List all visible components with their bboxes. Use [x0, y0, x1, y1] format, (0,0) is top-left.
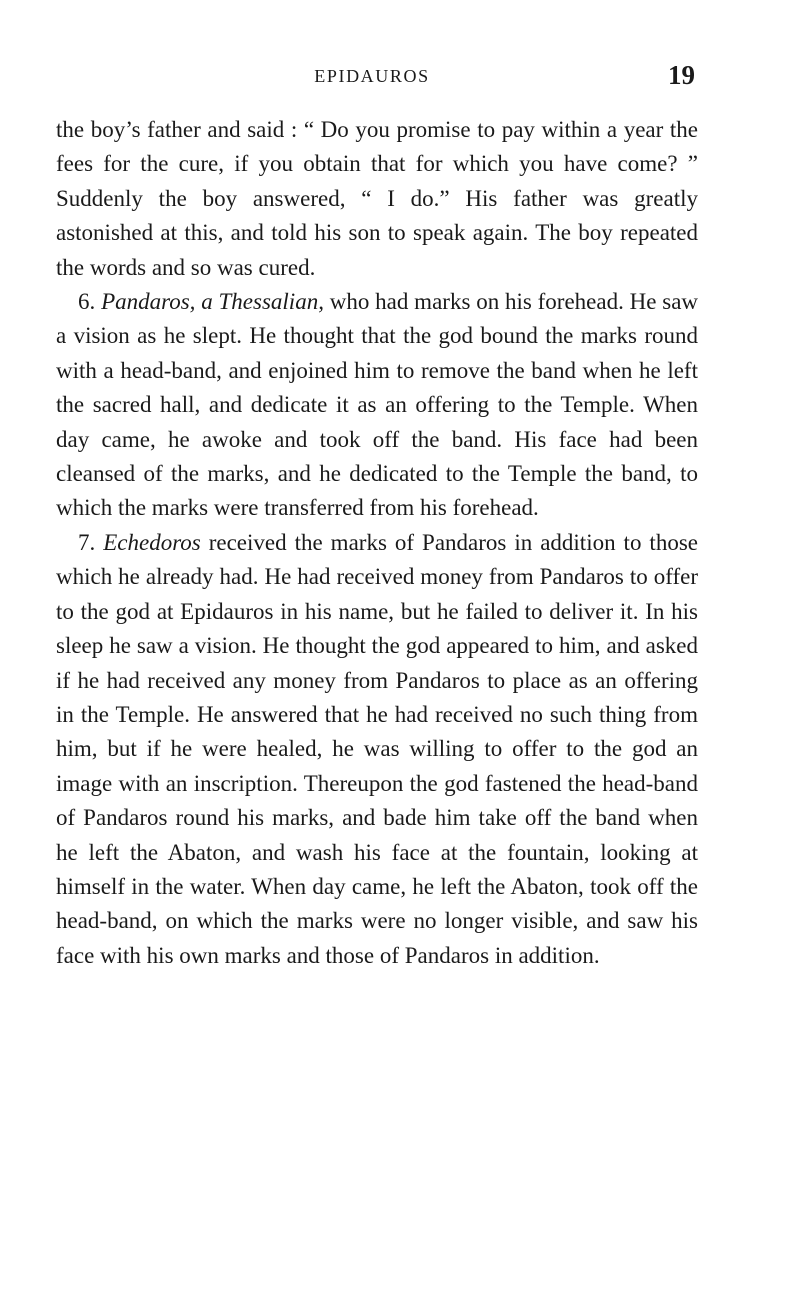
paragraph-text: the boy’s father and said : “ Do you promise to pay within a year the fees for the cure, if you obtain that for which you have come? ” Suddenly the boy answered, “ I do.” His father was greatly astonished at this, and told his son to speak again. The boy repeated the words and so was cured.: [56, 117, 698, 280]
paragraph-entry-7: [56, 526, 698, 973]
paragraph-text: who had marks on his forehead. He saw a vision as he slept. He thought that the god bound the marks round with a head-band, and enjoined him to remove the band when he left the sacred hall, and dedicate it as an offering to the Temple. When day came, he awoke and took off the band. His face had been cleansed of the marks, and he dedicated to the Temple the band, to which the marks were transferred from his forehead.: [56, 289, 699, 521]
page-header: [49, 60, 695, 96]
entry-number: 7.: [78, 529, 96, 555]
entry-subject: Echedoros: [103, 529, 201, 555]
paragraph-continuation: [56, 113, 698, 285]
running-head: EPIDAUROS: [314, 66, 430, 86]
paragraph-text: received the marks of Pandaros in addition to those which he already had. He had received money from Pandaros to offer to the god at Epidauros in his name, but he failed to deliver it. In his sleep he saw a vision. He thought the god appeared to him, and asked if he had received any money from Pandaros to place as an offering in the Temple. He answered that he had received no such thing from him, but if he were healed, he was willing to offer to the god an image with an inscription. Thereupon the god fastened the head-band of Pandaros round his marks, and bade him take off the band when he left the Abaton, and wash his face at the fountain, looking at himself in the water. When day came, he left the Abaton, took off the head-band, on which the marks were no longer visible, and saw his face with his own marks and those of Pandaros in addition.: [56, 529, 698, 968]
body-text: [56, 113, 698, 973]
entry-subject: Pandaros, a Thessalian,: [101, 289, 324, 315]
entry-number: 6.: [78, 289, 96, 315]
page-number: 19: [668, 60, 695, 90]
paragraph-entry-6: [56, 285, 698, 526]
